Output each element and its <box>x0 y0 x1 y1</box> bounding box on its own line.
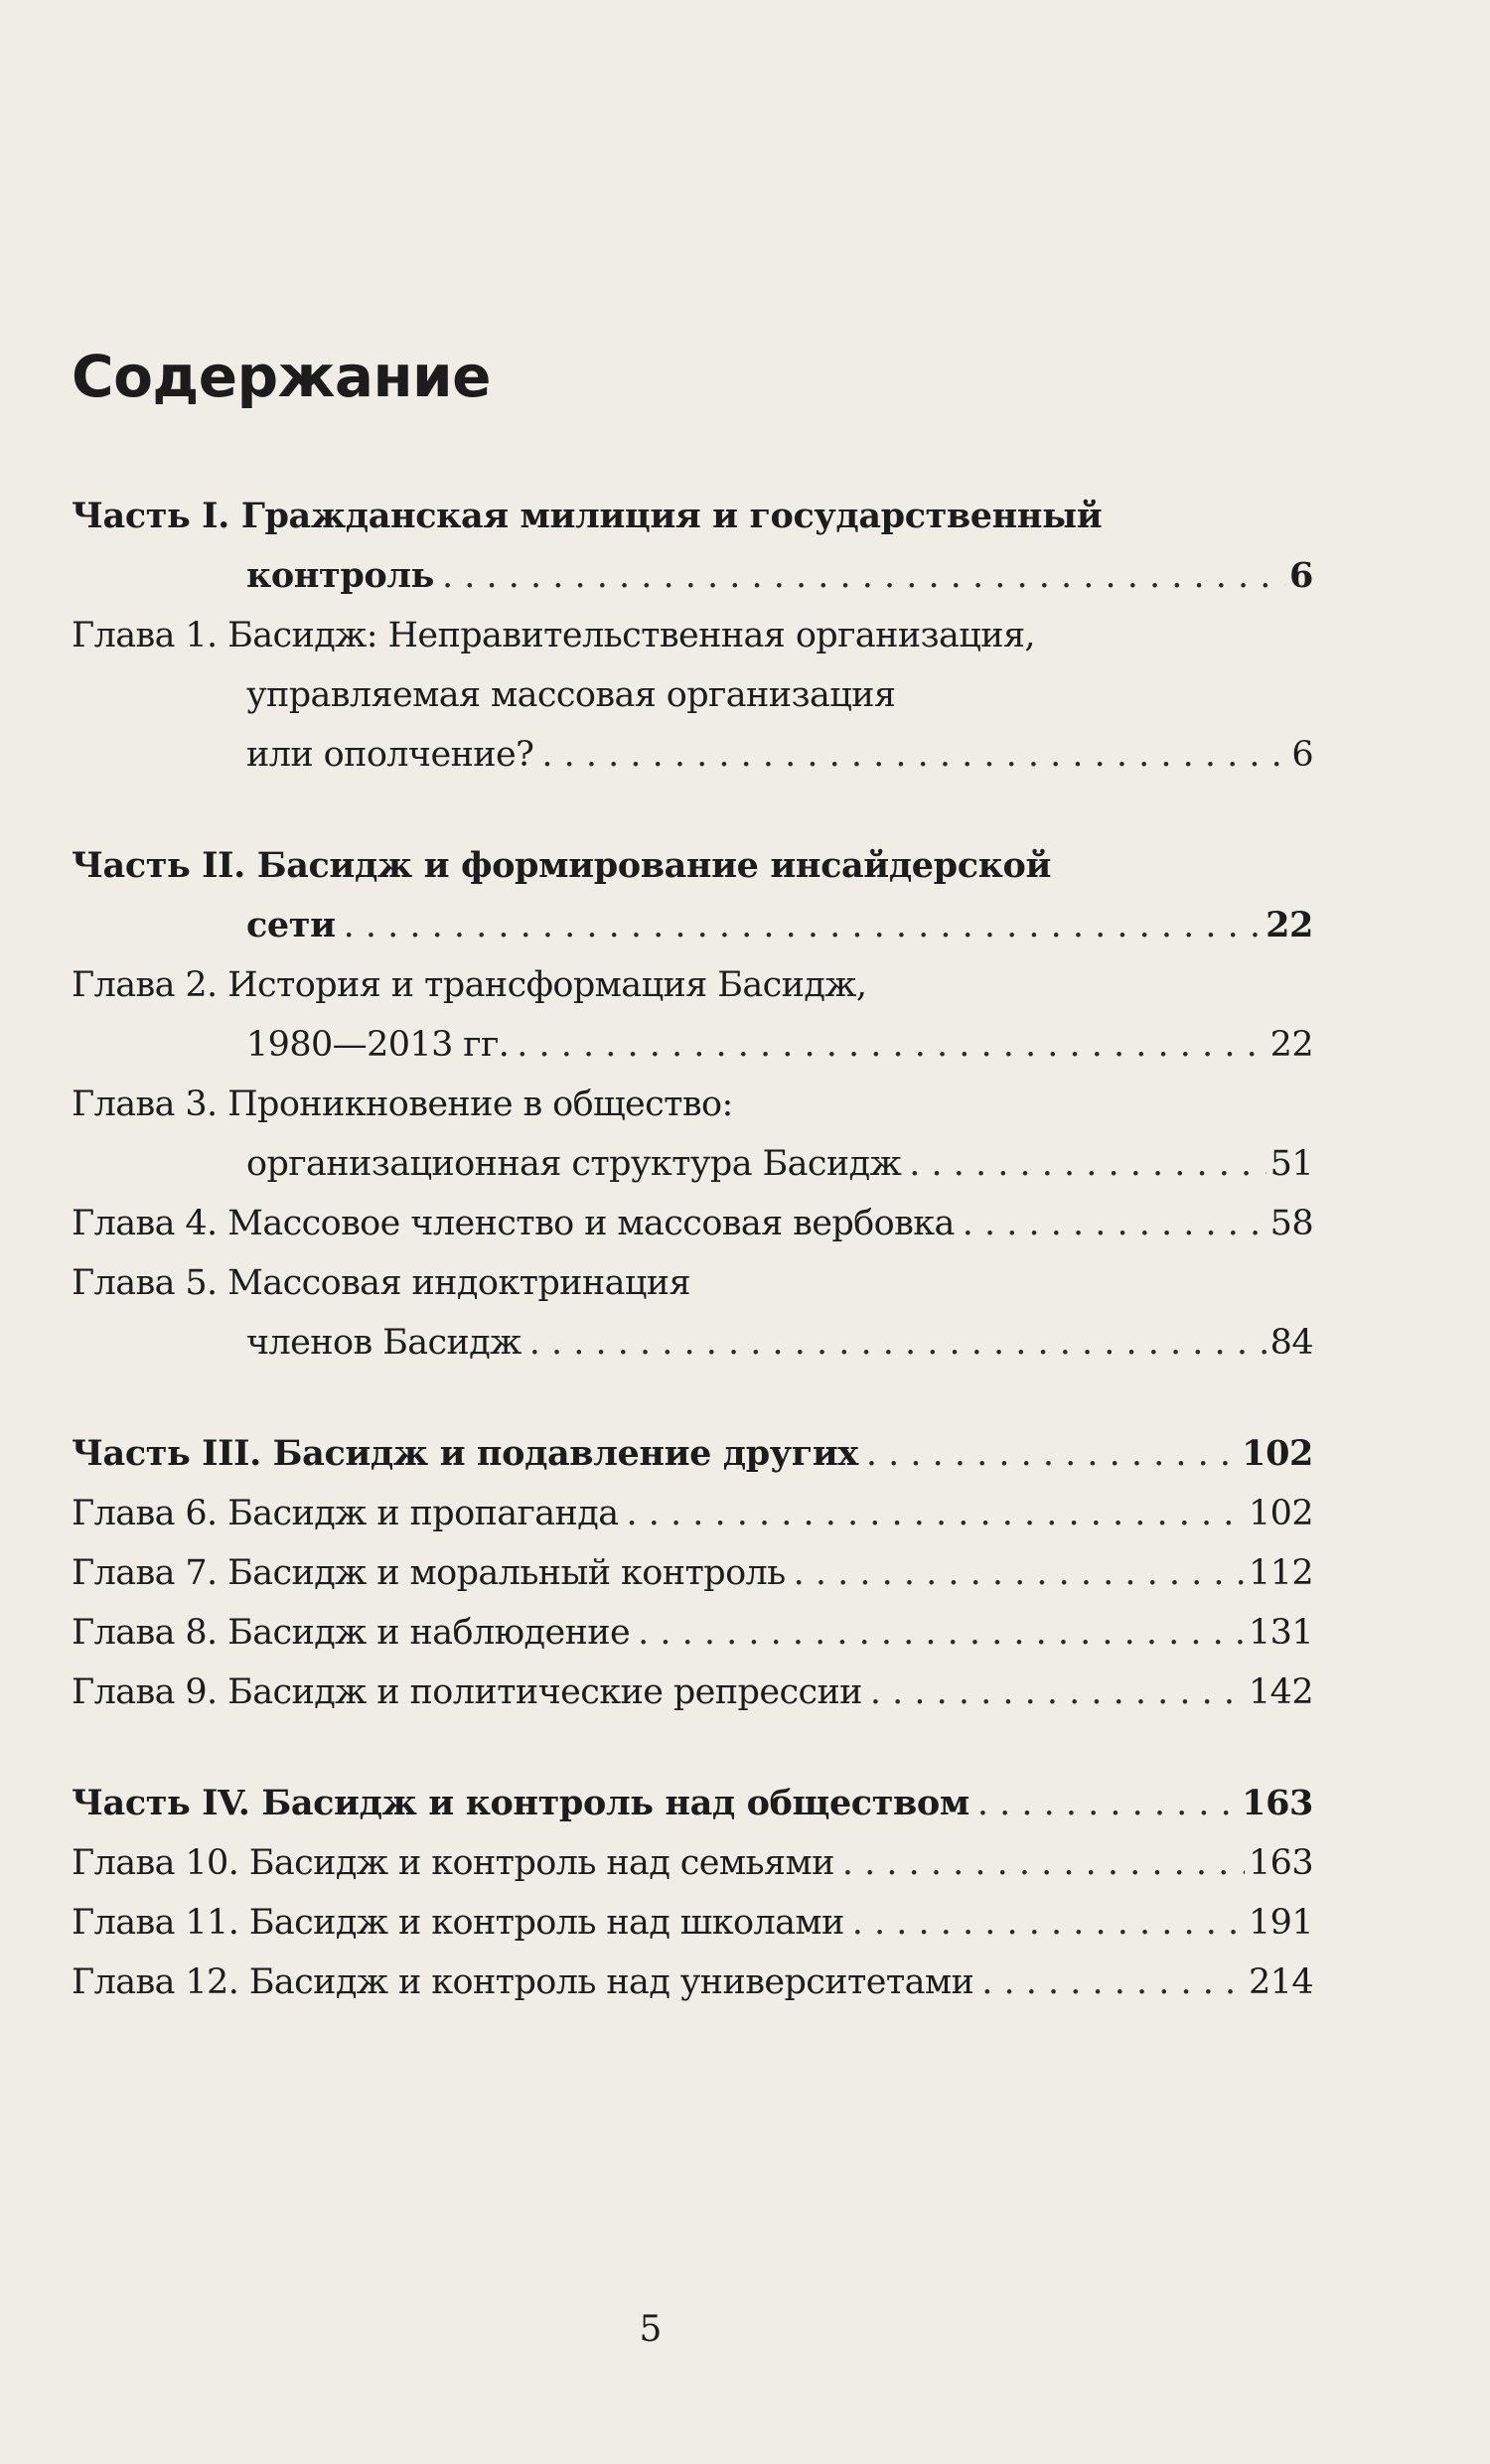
dot-leader <box>517 1015 1266 1075</box>
toc-chapter-entry <box>72 1075 1313 1194</box>
toc-entry-text: Часть III. Басидж и подавление других <box>72 1433 858 1474</box>
toc-page-number: 131 <box>1248 1613 1313 1653</box>
toc-entry-line <box>72 1774 1313 1833</box>
toc-entry-text: Глава 2. История и трансформация Басидж, <box>72 965 867 1005</box>
toc-entry-text: Часть IV. Басидж и контроль над обществом <box>72 1783 969 1823</box>
toc-entry-line <box>72 1194 1313 1253</box>
toc-chapter-entry <box>72 1663 1313 1722</box>
toc-entry-line <box>72 665 1313 725</box>
toc-chapter-entry <box>72 1484 1313 1543</box>
toc-chapter-entry <box>72 1543 1313 1603</box>
toc-section <box>72 487 1313 785</box>
toc-page-number: 6 <box>1291 735 1313 775</box>
toc-page-number: 214 <box>1248 1962 1313 2002</box>
dot-leader <box>626 1484 1245 1543</box>
toc-entry-text: Глава 6. Басидж и пропаганда <box>72 1494 619 1533</box>
toc-page-number: 51 <box>1269 1144 1313 1184</box>
dot-leader <box>977 1774 1238 1833</box>
dot-leader <box>870 1663 1245 1722</box>
toc-entry-text: Часть II. Басидж и формирование инсайдерской <box>72 845 1052 886</box>
dot-leader <box>909 1134 1266 1194</box>
toc-page-number: 84 <box>1269 1323 1313 1363</box>
toc-chapter-entry <box>72 1603 1313 1663</box>
toc-page-number: 58 <box>1269 1204 1313 1243</box>
toc-entry-text: Глава 3. Проникновение в общество: <box>72 1085 733 1124</box>
toc-part-entry <box>72 487 1313 606</box>
dot-leader <box>344 896 1262 955</box>
toc-entry-line <box>72 1543 1313 1603</box>
toc-chapter-entry <box>72 955 1313 1075</box>
book-page <box>72 0 1313 2464</box>
toc-entry-line <box>72 1484 1313 1543</box>
toc-entry-line <box>72 1663 1313 1722</box>
toc-section <box>72 1424 1313 1722</box>
toc-entry-text: Часть I. Гражданская милиция и государственный <box>72 496 1103 536</box>
toc-section <box>72 836 1313 1373</box>
toc-entry-line <box>72 955 1313 1015</box>
toc-page-number: 22 <box>1266 905 1313 945</box>
toc-entry-line <box>72 1953 1313 2012</box>
toc-entry-line <box>72 606 1313 665</box>
toc-entry-line <box>72 1313 1313 1373</box>
page-number: 5 <box>639 2309 663 2350</box>
toc-entry-text: Глава 1. Басидж: Неправительственная организация, <box>72 616 1035 655</box>
dot-leader <box>842 1833 1245 1893</box>
toc-page-number: 22 <box>1269 1025 1313 1065</box>
page-title: Содержание <box>72 343 492 410</box>
toc-entry-line <box>72 1253 1313 1313</box>
dot-leader <box>852 1893 1245 1953</box>
toc-part-entry <box>72 836 1313 955</box>
toc-page-number: 102 <box>1248 1494 1313 1533</box>
toc-entry-line <box>72 1134 1313 1194</box>
toc-entry-line <box>72 896 1313 955</box>
dot-leader <box>981 1953 1245 2012</box>
toc-chapter-entry <box>72 606 1313 785</box>
dot-leader <box>794 1543 1245 1603</box>
toc-chapter-entry <box>72 1253 1313 1373</box>
toc-entry-line <box>72 487 1313 546</box>
toc-entry-text: Глава 9. Басидж и политические репрессии <box>72 1672 862 1712</box>
toc-part-entry <box>72 1774 1313 1833</box>
toc-entry-text: Глава 5. Массовая индоктринация <box>72 1263 691 1303</box>
toc-chapter-entry <box>72 1194 1313 1253</box>
toc-section <box>72 1774 1313 2012</box>
dot-leader <box>541 725 1287 785</box>
toc-entry-line <box>72 1893 1313 1953</box>
toc-entry-line <box>72 1015 1313 1075</box>
toc-entry-text: Глава 12. Басидж и контроль над университетами <box>72 1962 974 2002</box>
toc-entry-line <box>72 836 1313 896</box>
toc-entry-line <box>72 1603 1313 1663</box>
toc-chapter-entry <box>72 1893 1313 1953</box>
toc-page-number: 191 <box>1248 1903 1313 1943</box>
toc-page-number: 163 <box>1242 1783 1313 1823</box>
dot-leader <box>866 1424 1238 1484</box>
toc-entry-text: Глава 8. Басидж и наблюдение <box>72 1613 631 1653</box>
toc-entry-line <box>72 725 1313 785</box>
toc-entry-text: управляемая массовая организация <box>246 675 896 715</box>
toc-page-number: 102 <box>1242 1433 1313 1474</box>
toc-entry-text: Глава 11. Басидж и контроль над школами <box>72 1903 844 1943</box>
table-of-contents <box>72 487 1313 2064</box>
toc-part-entry <box>72 1424 1313 1484</box>
toc-entry-line <box>72 1075 1313 1134</box>
toc-page-number: 6 <box>1289 555 1313 596</box>
toc-entry-text: 1980—2013 гг. <box>246 1025 510 1065</box>
toc-entry-line <box>72 1833 1313 1893</box>
toc-entry-line <box>72 1424 1313 1484</box>
dot-leader <box>963 1194 1266 1253</box>
toc-entry-text: или ополчение? <box>246 735 534 775</box>
toc-page-number: 112 <box>1248 1553 1313 1593</box>
dot-leader <box>638 1603 1245 1663</box>
toc-entry-text: организационная структура Басидж <box>246 1144 902 1184</box>
dot-leader <box>529 1313 1266 1373</box>
toc-entry-text: Глава 4. Массовое членство и массовая вербовка <box>72 1204 955 1243</box>
toc-chapter-entry <box>72 1953 1313 2012</box>
toc-entry-text: контроль <box>246 555 434 596</box>
toc-entry-line <box>72 546 1313 606</box>
toc-entry-text: Глава 10. Басидж и контроль над семьями <box>72 1843 834 1883</box>
toc-page-number: 163 <box>1248 1843 1313 1883</box>
toc-entry-text: сети <box>246 905 336 945</box>
toc-page-number: 142 <box>1248 1672 1313 1712</box>
dot-leader <box>442 546 1285 606</box>
toc-entry-text: Глава 7. Басидж и моральный контроль <box>72 1553 786 1593</box>
toc-entry-text: членов Басидж <box>246 1323 522 1363</box>
toc-chapter-entry <box>72 1833 1313 1893</box>
